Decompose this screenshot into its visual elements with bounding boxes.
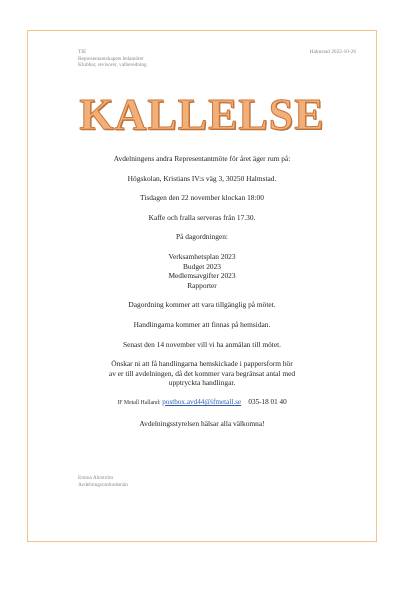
contact-email-link[interactable]: postbox.avd44@ifmetall.se [162,397,242,406]
contact-label: IF Metall Halland: [117,399,161,406]
recipient-line: Klubbar, revisorer, valberedning [78,62,147,69]
registration-text: Senast den 14 november vill vi ha anmälan till mötet. [122,339,282,349]
letter-body [28,154,376,428]
letter-header [78,49,356,69]
signature-name: Emma Ahrström [78,475,114,481]
recipient-line: TIE [78,49,87,55]
closing-text: Avdelningsstyrelsen hälsar alla välkomna! [139,418,265,428]
contact-line [28,398,376,409]
agenda-item: Verksamhetsplan 2023 [168,251,236,261]
agenda-availability-text: Dagordning kommer att vara tillgänglig på mötet. [128,300,276,310]
agenda-item: Budget 2023 [183,261,221,271]
agenda-item: Rapporter [187,280,217,290]
datetime-text: Tisdagen den 22 november klockan 18:00 [140,193,264,203]
signature-role: Avdelningsombudsmän [78,481,128,488]
page-title: KALLELSE [79,90,325,139]
agenda-list [28,252,376,290]
paper-copy-line: upptryckta handlingar. [168,378,236,388]
paper-copy-line: av er till avdelningen, då det kommer vara begränsat antal med [108,368,296,378]
documents-text: Handlingarna kommer att finnas på hemsidan. [133,319,271,329]
agenda-heading: På dagordningen: [176,232,228,242]
recipient-line: Representantskapets ledamöter [78,55,144,62]
location-text: Högskolan, Kristians IV:s väg 3, 30250 Halmstad. [127,173,277,183]
contact-phone: 035-18 01 40 [248,397,287,406]
letter-page [27,30,377,542]
signature-block [78,475,128,489]
agenda-item: Medlemsavgifter 2023 [168,271,236,281]
paper-copy-line: Önskar ni att få handlingarna hemskickade i pappersform hör [111,359,293,369]
letter-date: Halmstad 2022-10-26 [309,49,356,55]
paper-copy-text [28,359,376,388]
coffee-text: Kaffe och fralla serveras från 17.30. [148,212,256,222]
intro-text: Avdelningens andra Representantmöte för året äger rum på: [113,154,291,163]
